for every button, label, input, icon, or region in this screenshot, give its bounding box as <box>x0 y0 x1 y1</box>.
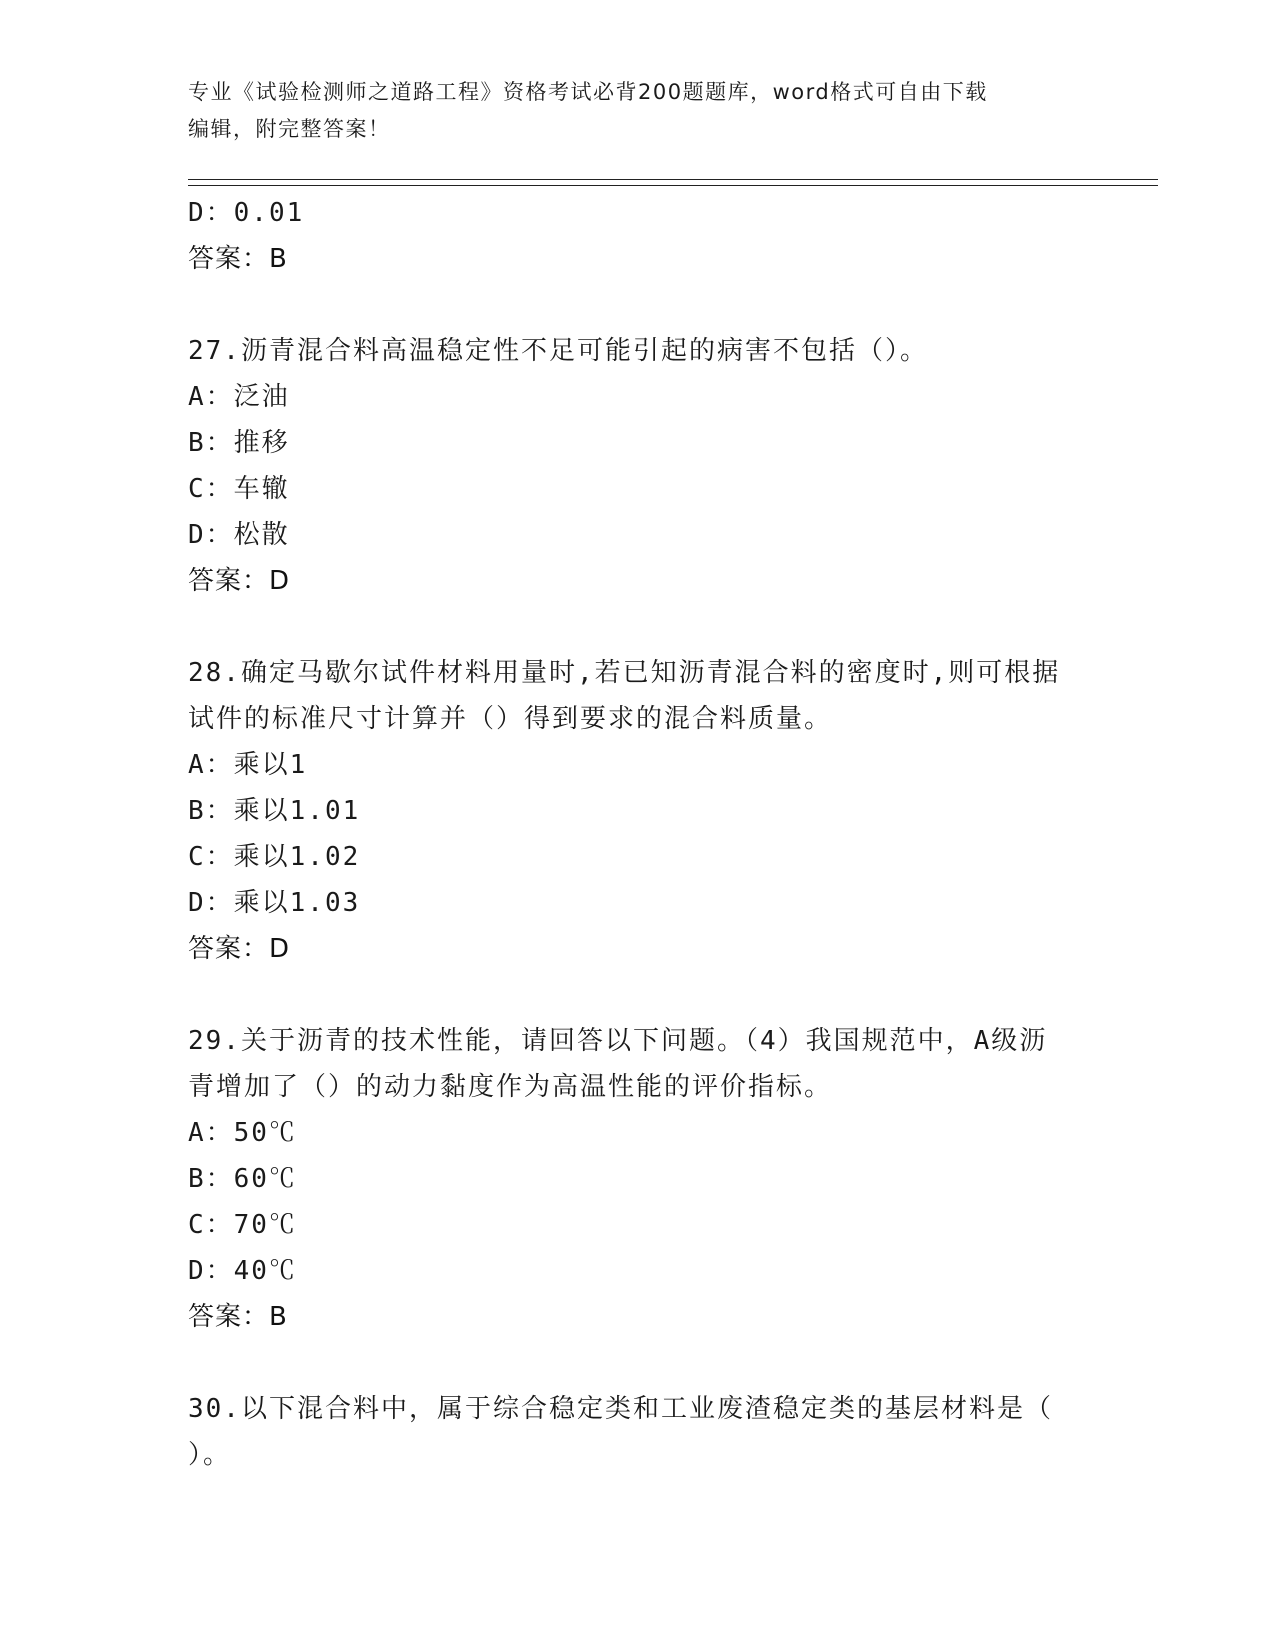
header-rule-bottom <box>188 185 1158 186</box>
header-line-2: 编辑，附完整答案！ <box>188 117 391 141</box>
option-b: B：60℃ <box>188 1164 297 1194</box>
question-list <box>188 190 1088 1478</box>
header-line-1: 专业《试验检测师之道路工程》资格考试必背200题题库，word格式可自由下载 <box>188 80 988 104</box>
option-b: B：推移 <box>188 428 290 458</box>
option-a: A：50℃ <box>188 1118 297 1148</box>
prev-option-d: D：0.01 <box>188 198 305 228</box>
option-b: B：乘以1.01 <box>188 796 361 826</box>
option-c: C：车辙 <box>188 474 290 504</box>
question-stem-cont: 青增加了（）的动力黏度作为高温性能的评价指标。 <box>188 1072 833 1102</box>
question-stem: 30.以下混合料中，属于综合稳定类和工业废渣稳定类的基层材料是（ <box>188 1394 1053 1424</box>
option-a: A：泛油 <box>188 382 290 412</box>
option-c: C：乘以1.02 <box>188 842 361 872</box>
spacer <box>188 282 1088 328</box>
option-a: A：乘以1 <box>188 750 308 780</box>
option-d: D：40℃ <box>188 1256 297 1286</box>
option-d: D：松散 <box>188 520 290 550</box>
document-header <box>188 74 1068 148</box>
answer: 答案：B <box>188 1302 288 1332</box>
question-30 <box>188 1386 1088 1478</box>
answer: 答案：D <box>188 566 291 596</box>
question-stem: 29.关于沥青的技术性能，请回答以下问题。（4）我国规范中，A级沥 <box>188 1026 1048 1056</box>
question-27 <box>188 328 1088 604</box>
question-stem: 27.沥青混合料高温稳定性不足可能引起的病害不包括（）。 <box>188 336 928 366</box>
question-29 <box>188 1018 1088 1340</box>
spacer <box>188 972 1088 1018</box>
prev-answer: 答案：B <box>188 244 288 274</box>
question-stem: 28.确定马歇尔试件材料用量时,若已知沥青混合料的密度时,则可根据 <box>188 658 1061 688</box>
header-rule-top <box>188 179 1158 180</box>
option-c: C：70℃ <box>188 1210 297 1240</box>
question-28 <box>188 650 1088 972</box>
answer: 答案：D <box>188 934 291 964</box>
option-d: D：乘以1.03 <box>188 888 361 918</box>
spacer <box>188 604 1088 650</box>
question-stem-cont: ）。 <box>188 1440 232 1470</box>
question-stem-cont: 试件的标准尺寸计算并（）得到要求的混合料质量。 <box>188 704 833 734</box>
spacer <box>188 1340 1088 1386</box>
